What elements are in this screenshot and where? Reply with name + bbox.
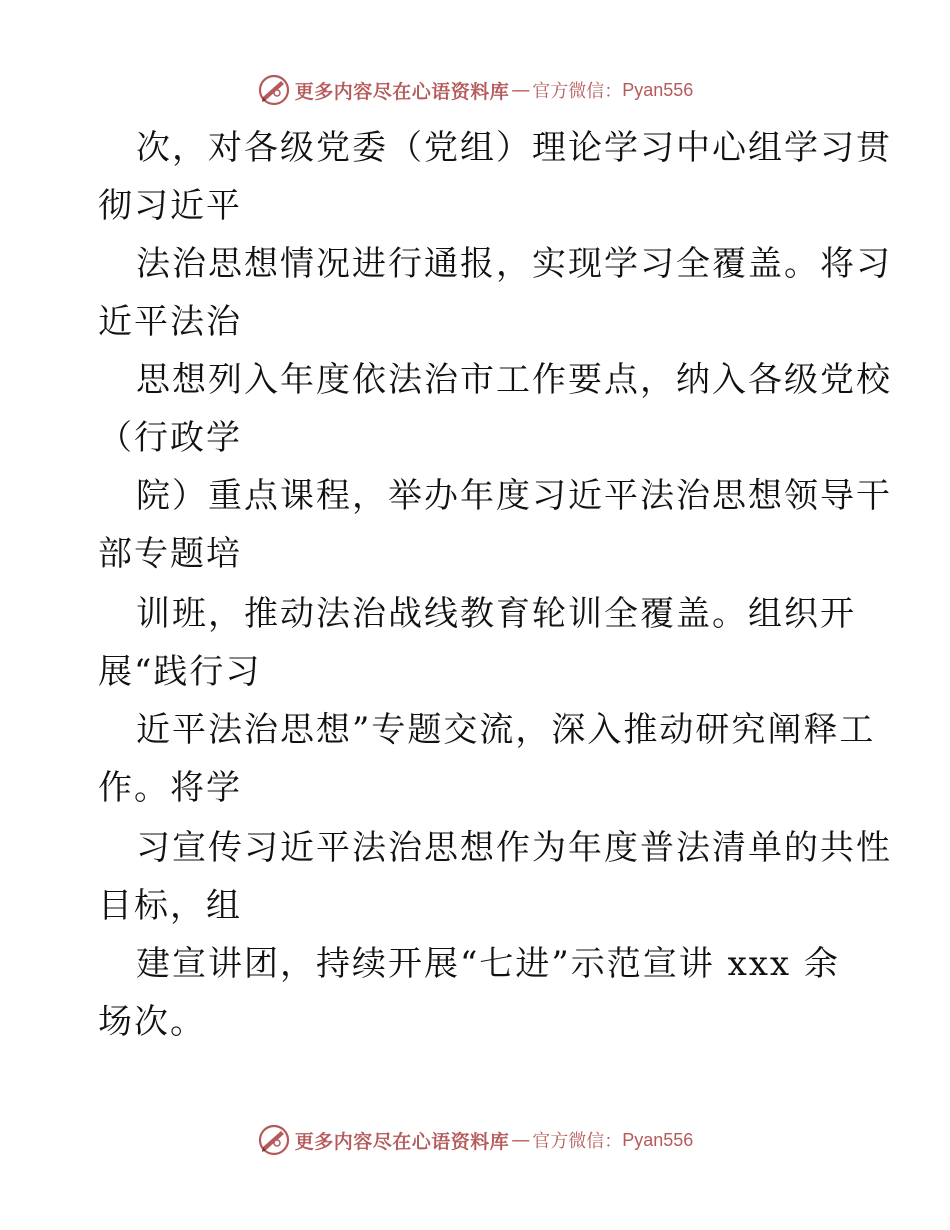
watermark-account: Pyan556 xyxy=(622,79,694,100)
body-line: 彻习近平 xyxy=(98,186,242,226)
body-line: 习宣传习近平法治思想作为年度普法清单的共性 xyxy=(136,828,892,868)
watermark-account: Pyan556 xyxy=(622,1129,694,1150)
watermark-text: 更多内容尽在心语资料库 xyxy=(294,1130,510,1153)
watermark-official-label: 官方微信： xyxy=(532,1131,623,1152)
body-line: 作。将学 xyxy=(98,768,242,808)
watermark-official-label: 官方微信： xyxy=(532,81,623,102)
body-line: 场次。 xyxy=(98,1002,206,1042)
watermark-dash: — xyxy=(511,1129,531,1151)
body-line: 建宣讲团，持续开展“七进”示范宣讲 xxx 余 xyxy=(136,944,840,984)
pen-logo-icon xyxy=(257,1123,291,1157)
body-line: 训班，推动法治战线教育轮训全覆盖。组织开 xyxy=(136,594,856,634)
body-line: 部专题培 xyxy=(98,534,242,574)
watermark-text: 更多内容尽在心语资料库 xyxy=(294,80,510,103)
body-line: 展“践行习 xyxy=(98,652,262,692)
body-line: 目标，组 xyxy=(98,886,242,926)
body-line: （行政学 xyxy=(98,418,242,458)
body-line: 院）重点课程，举办年度习近平法治思想领导干 xyxy=(136,476,892,516)
body-line: 近平法治 xyxy=(98,302,242,342)
footer-watermark xyxy=(0,1122,950,1158)
watermark-dash: — xyxy=(511,79,531,101)
body-line: 法治思想情况进行通报，实现学习全覆盖。将习 xyxy=(136,244,892,284)
body-line: 近平法治思想”专题交流，深入推动研究阐释工 xyxy=(136,710,876,750)
body-line: 思想列入年度依法治市工作要点，纳入各级党校 xyxy=(136,360,892,400)
body-line: 次，对各级党委（党组）理论学习中心组学习贯 xyxy=(136,128,892,168)
